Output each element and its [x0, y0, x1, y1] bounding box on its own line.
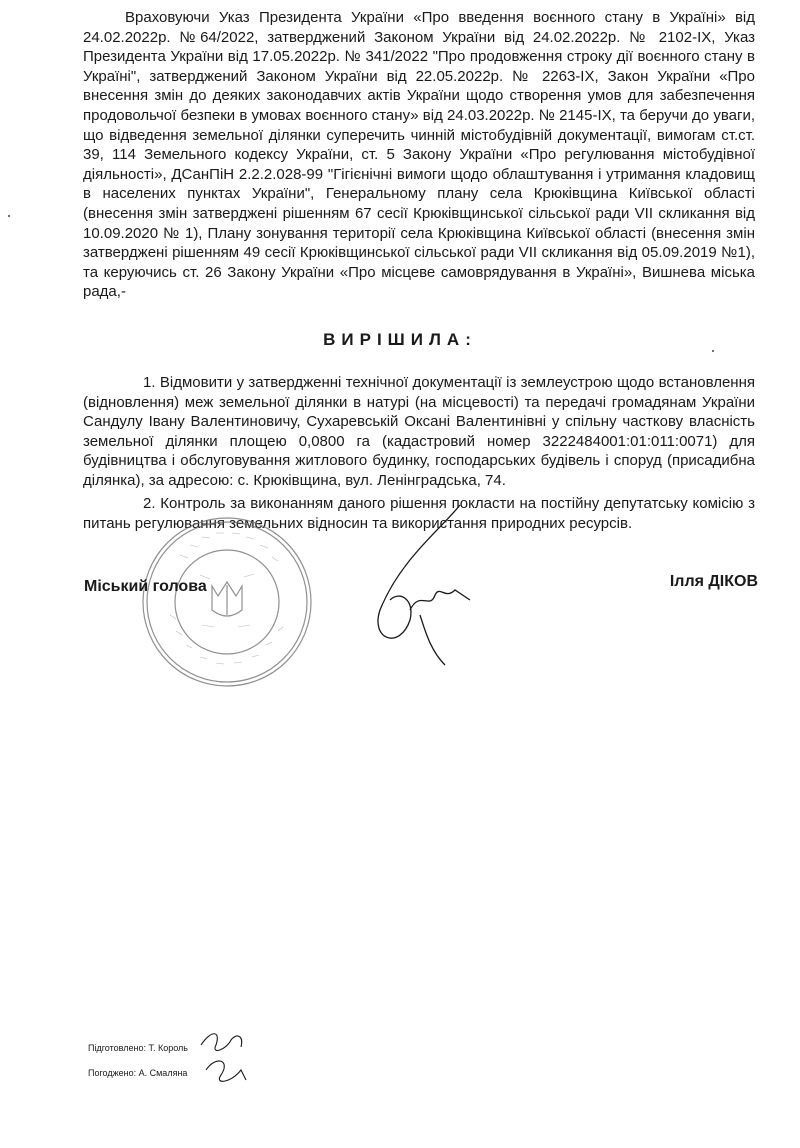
agreed-by: Погоджено: А. Смаляна	[88, 1068, 188, 1078]
decision-item-1: 1. Відмовити у затвердженні технічної документації із землеустрою щодо встановлення (відновлення) меж земельної ділянки в натурі (на місцевості) та передачі громадянам України Сандулу Івану Валентиновичу, Сухаревській Оксані Валентинівні у спільну часткову власність земельної ділянки площею 0,0800 га (кадастровий номер 3222484001:01:011:0071) для будівництва і обслуговування житлового будинку, господарських будівель і споруд (присадибна ділянка), за адресою: с. Крюківщина, вул. Ленінградська, 74.	[83, 374, 755, 489]
decision-item-2: 2. Контроль за виконанням даного рішення покласти на постійну депутатську комісію з питань регулювання земельних відносин та використання природних ресурсів.	[83, 495, 755, 532]
scan-speck	[8, 215, 10, 217]
handwritten-signature	[360, 500, 480, 670]
signatory-name: Ілля ДІКОВ	[669, 573, 758, 590]
decision-heading: ВИРІШИЛА:	[323, 330, 477, 349]
prepared-by: Підготовлено: Т. Король	[88, 1043, 188, 1053]
initials-signature	[196, 1025, 256, 1090]
preamble-paragraph: Враховуючи Указ Президента України «Про введення воєнного стану в Україні» від 24.02.2022р. №64/2022, затверджений Законом України від 24.02.2022р. № 2102-IX, Указ Президента України від 17.05.2022р. № 341/2022 "Про продовження строку дії воєнного стану в Україні", затверджений Законом України від 22.05.2022р. № 2263-IX, Закон України «Про внесення змін до деяких законодавчих актів України щодо створення умов для забезпечення продовольчої безпеки в умовах воєнного стану» від 24.03.2022р. № 2145-IX, та беручи до уваги, що відведення земельної ділянки суперечить чинній містобудівній документації, вимогам ст.ст. 39, 114 Земельного кодексу України, ст. 5 Закону України «Про регулювання містобудівної діяльності», ДСанПіН 2.2.2.028-99 "Гігієнічні вимоги щодо облаштування і утримання кладовищ в населених пунктах України", Генеральному плану села Крюківщина Київської області (внесення змін затверджені рішенням 67 сесії Крюківщинської сільської ради VII скликання від 10.09.2020 № 1), Плану зонування території села Крюківщина Київської області (внесення змін затверджені рішенням 49 сесії Крюківщинської сільської ради VII скликання від 05.09.2019 №1), та керуючись ст. 26 Закону України «Про місцеве самоврядування в Україні», Вишнева міська рада,-	[83, 9, 755, 301]
scan-speck	[712, 350, 714, 352]
signatory-title: Міський голова	[84, 578, 207, 595]
official-stamp	[140, 515, 315, 690]
